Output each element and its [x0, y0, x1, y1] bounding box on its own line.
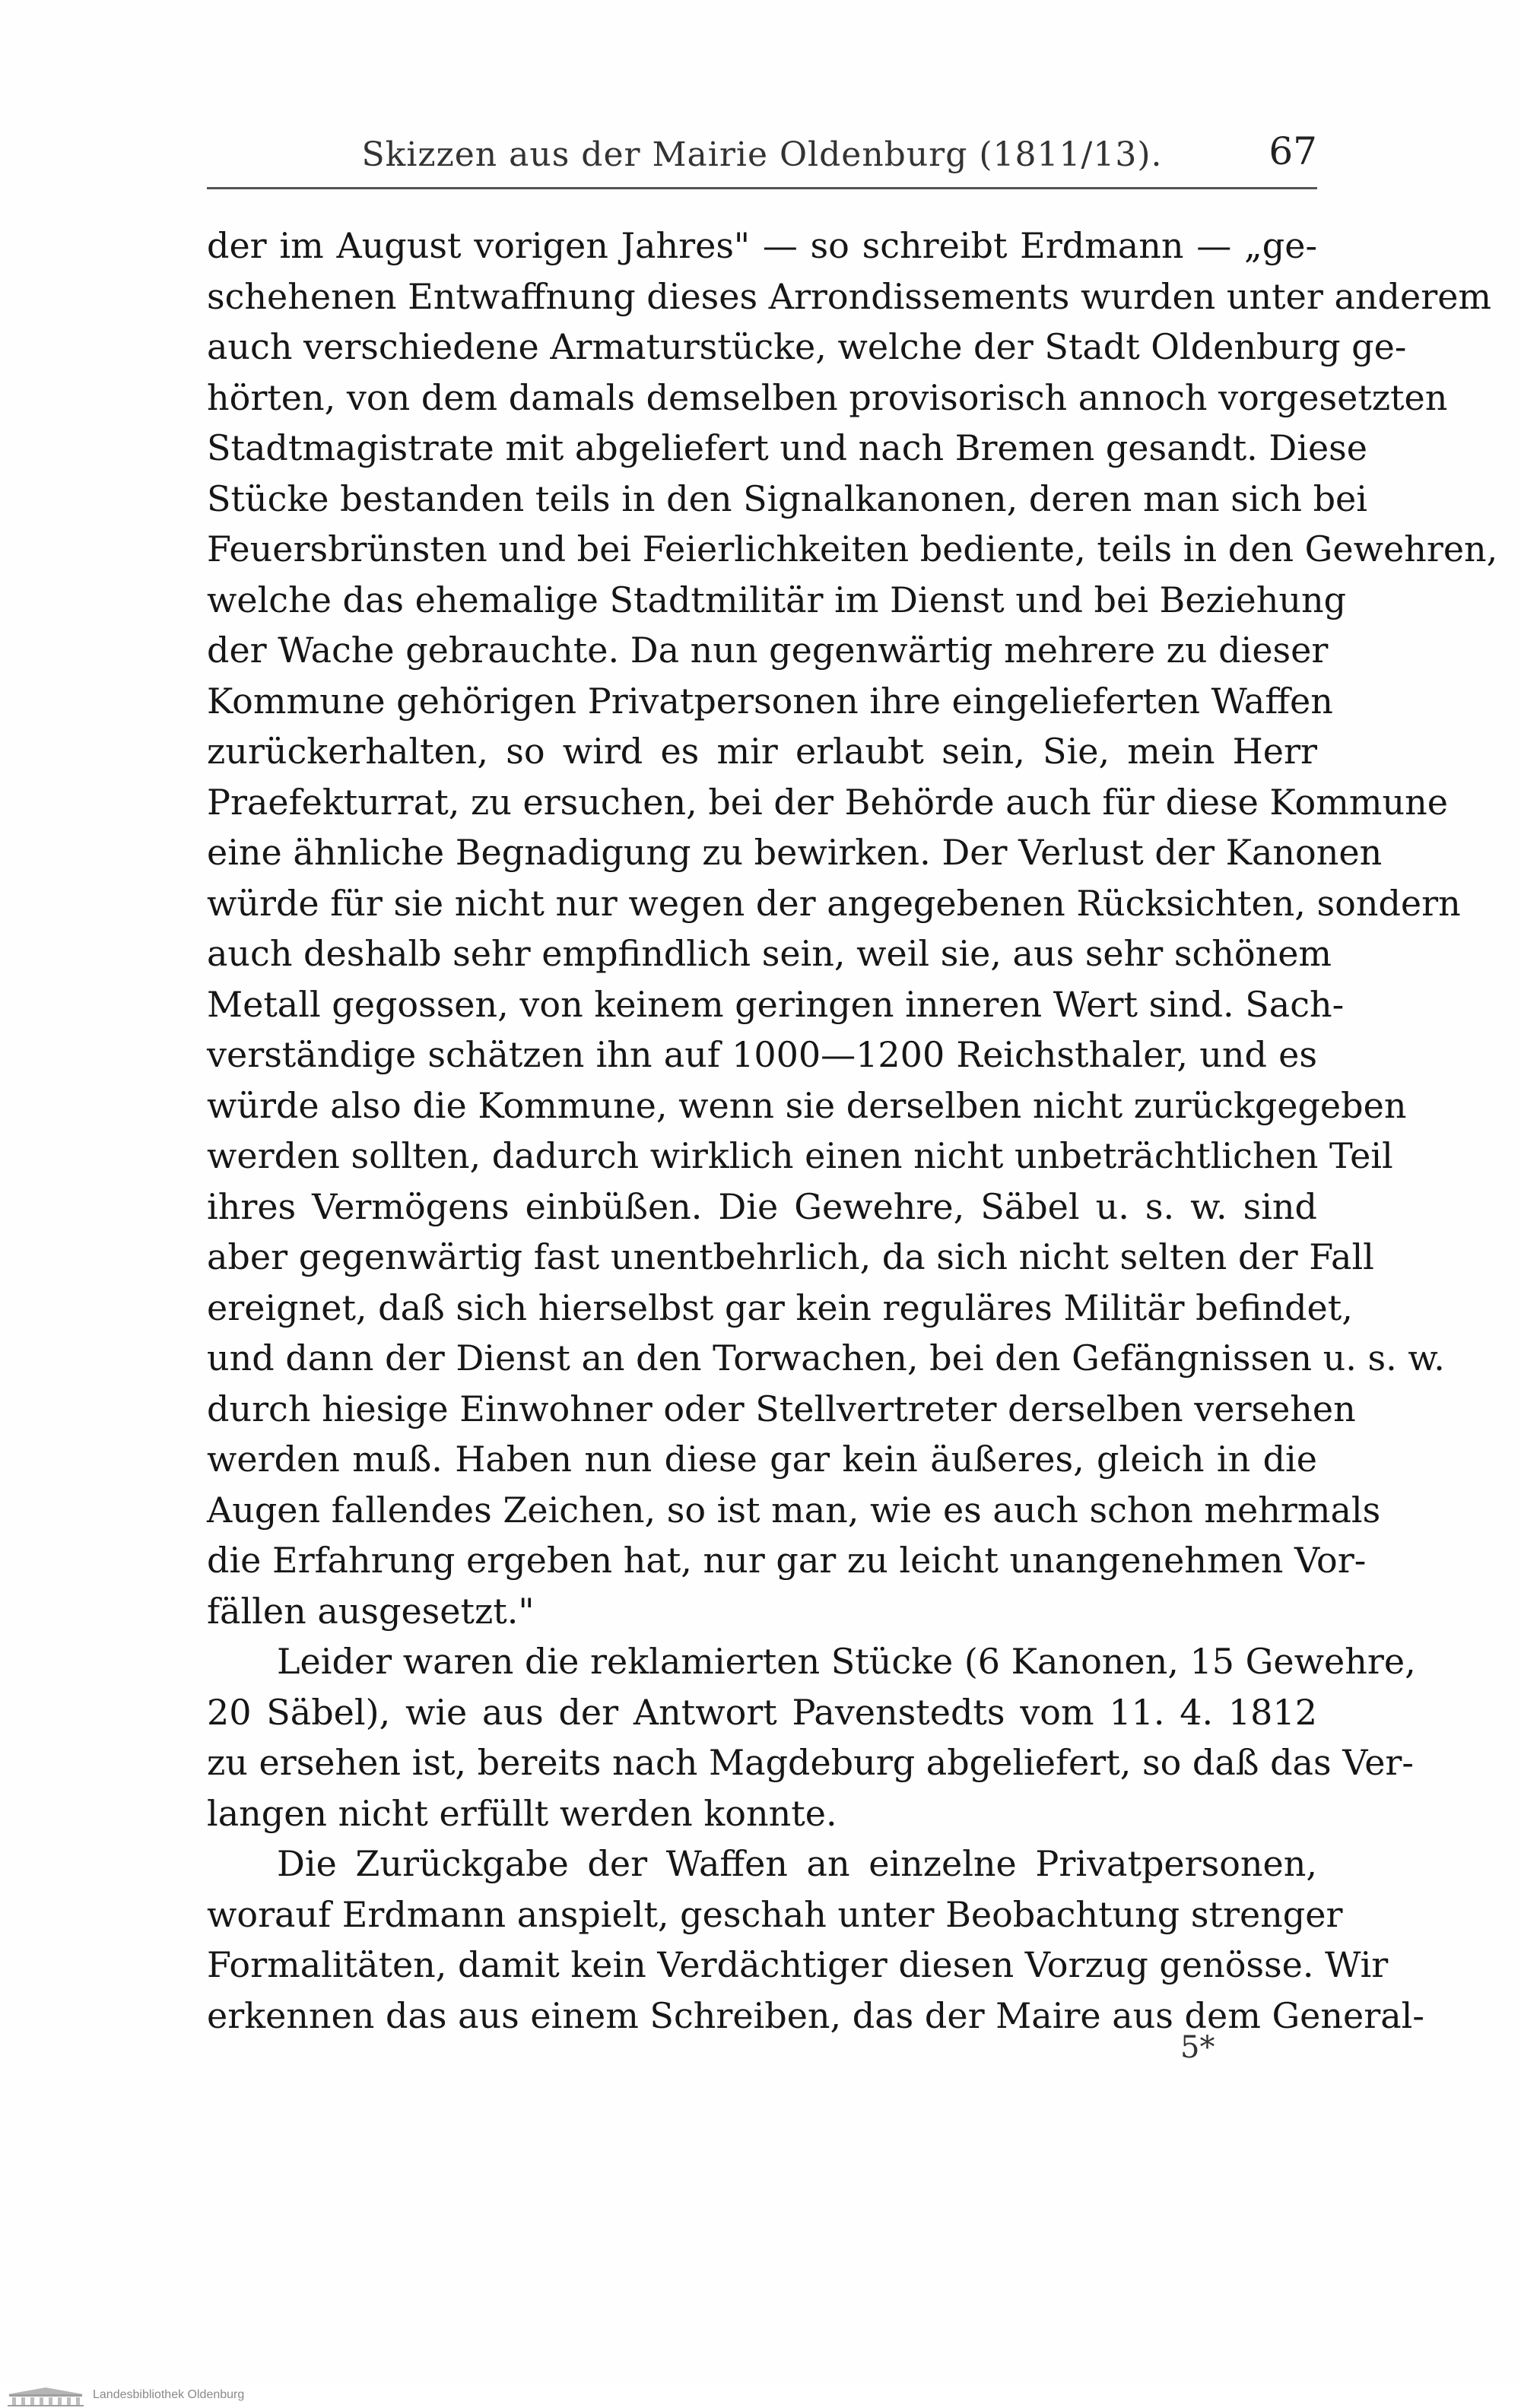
text-line: langen nicht erfüllt werden konnte.: [207, 1792, 837, 1834]
header-rule: [207, 187, 1317, 189]
text-line: würde also die Kommune, wenn sie derselben nicht zurückgegeben: [207, 1084, 1407, 1126]
text-line: verständige schätzen ihn auf 1000—1200 Reichsthaler, und es: [207, 1034, 1317, 1075]
text-line: Metall gegossen, von keinem geringen inneren Wert sind. Sach-: [207, 983, 1345, 1025]
text-line: werden sollten, dadurch wirklich einen nicht unbeträchtlichen Teil: [207, 1135, 1393, 1176]
running-head: [207, 129, 1317, 182]
text-line: fällen ausgesetzt.": [207, 1590, 535, 1632]
text-line: Die Zurückgabe der Waffen an einzelne Privatpersonen,: [277, 1843, 1317, 1884]
text-line: Stücke bestanden teils in den Signalkanonen, deren man sich bei: [207, 477, 1367, 519]
text-line: welche das ehemalige Stadtmilitär im Dienst und bei Beziehung: [207, 579, 1347, 620]
library-name: Landesbibliothek Oldenburg: [93, 2388, 245, 2401]
text-line: Stadtmagistrate mit abgeliefert und nach Bremen gesandt. Diese: [207, 427, 1367, 468]
running-title: Skizzen aus der Mairie Oldenburg (1811/13).: [361, 135, 1163, 174]
text-line: worauf Erdmann anspielt, geschah unter Beobachtung strenger: [207, 1893, 1343, 1935]
text-line: zurückerhalten, so wird es mir erlaubt sein, Sie, mein Herr: [207, 731, 1317, 772]
text-line: die Erfahrung ergeben hat, nur gar zu leicht unangenehmen Vor-: [207, 1540, 1367, 1581]
text-line: Augen fallendes Zeichen, so ist man, wie es auch schon mehrmals: [207, 1489, 1381, 1531]
text-line: Praefekturrat, zu ersuchen, bei der Behörde auch für diese Kommune: [207, 781, 1448, 823]
text-line: ereignet, daß sich hierselbst gar kein reguläres Militär befindet,: [207, 1286, 1353, 1328]
text-line: hörten, von dem damals demselben provisorisch annoch vorgesetzten: [207, 376, 1448, 418]
text-line: aber gegenwärtig fast unentbehrlich, da sich nicht selten der Fall: [207, 1236, 1374, 1277]
text-line: Kommune gehörigen Privatpersonen ihre eingelieferten Waffen: [207, 680, 1333, 722]
text-line: eine ähnliche Begnadigung zu bewirken. Der Verlust der Kanonen: [207, 832, 1383, 873]
text-line: durch hiesige Einwohner oder Stellvertreter derselben versehen: [207, 1388, 1356, 1429]
body-text: [207, 220, 1498, 2041]
text-line: Leider waren die reklamierten Stücke (6 Kanonen, 15 Gewehre,: [277, 1641, 1416, 1682]
text-line: 20 Säbel), wie aus der Antwort Pavenstedts vom 11. 4. 1812: [207, 1691, 1317, 1733]
text-line: der Wache gebrauchte. Da nun gegenwärtig mehrere zu dieser: [207, 630, 1329, 671]
library-footer: [0, 2385, 1521, 2408]
signature-mark: 5*: [1180, 2030, 1215, 2065]
text-line: zu ersehen ist, bereits nach Magdeburg abgeliefert, so daß das Ver-: [207, 1742, 1414, 1783]
text-line: würde für sie nicht nur wegen der angegebenen Rücksichten, sondern: [207, 882, 1461, 924]
library-building-icon: [6, 2387, 85, 2406]
page-number: 67: [1269, 129, 1317, 173]
text-line: Feuersbrünsten und bei Feierlichkeiten bediente, teils in den Gewehren,: [207, 528, 1498, 569]
text-line: auch verschiedene Armaturstücke, welche der Stadt Oldenburg ge-: [207, 326, 1407, 367]
text-line: erkennen das aus einem Schreiben, das der Maire aus dem General-: [207, 1994, 1424, 2036]
text-line: Formalitäten, damit kein Verdächtiger diesen Vorzug genösse. Wir: [207, 1944, 1389, 1985]
text-line: der im August vorigen Jahres" — so schreibt Erdmann — „ge-: [207, 225, 1317, 266]
text-line: und dann der Dienst an den Torwachen, bei den Gefängnissen u. s. w.: [207, 1337, 1445, 1378]
text-line: werden muß. Haben nun diese gar kein äußeres, gleich in die: [207, 1439, 1317, 1480]
text-line: ihres Vermögens einbüßen. Die Gewehre, Säbel u. s. w. sind: [207, 1185, 1317, 1227]
text-line: schehenen Entwaffnung dieses Arrondissements wurden unter anderem: [207, 275, 1492, 317]
text-line: auch deshalb sehr empfindlich sein, weil sie, aus sehr schönem: [207, 933, 1332, 974]
